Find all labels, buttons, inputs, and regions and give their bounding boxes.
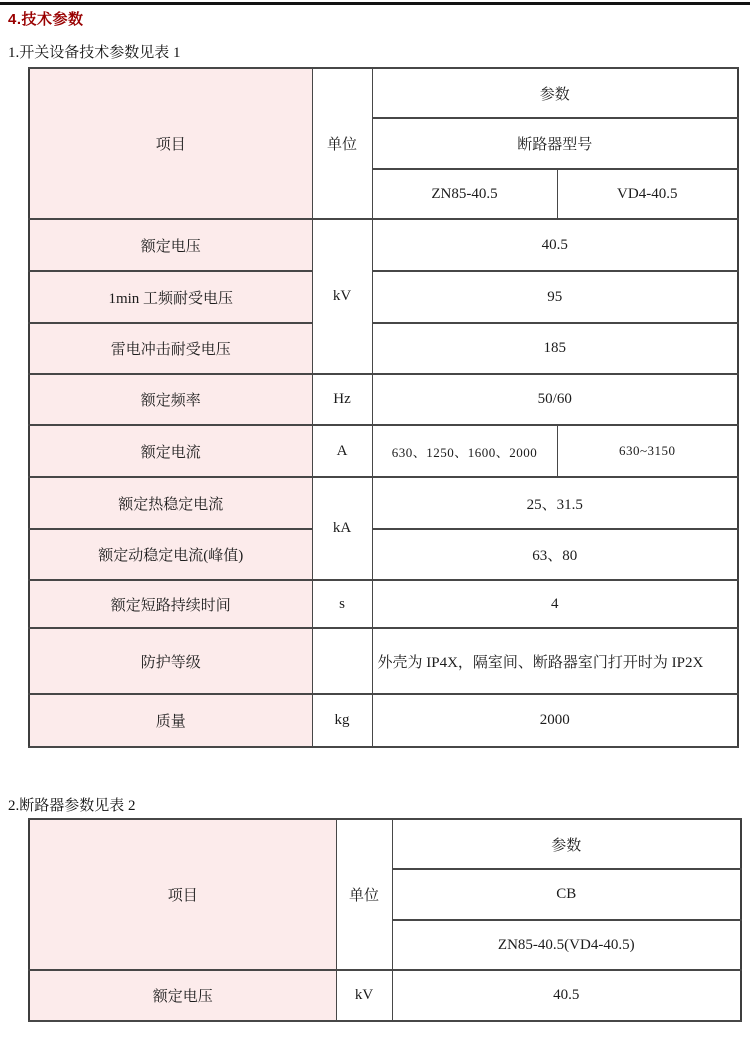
cell-value: 50/60 <box>372 374 738 425</box>
table-row <box>29 323 738 374</box>
table-row <box>29 219 738 271</box>
table2-caption: 2.断路器参数见表 2 <box>8 798 136 814</box>
cell-item-label: 额定频率 <box>29 374 312 425</box>
cell-item-label: 防护等级 <box>29 628 312 694</box>
cell-unit: Hz <box>312 374 372 425</box>
cell-item-label: 额定短路持续时间 <box>29 580 312 628</box>
table-row <box>29 970 741 1021</box>
section-heading: 4.技术参数 <box>8 11 84 28</box>
cell-value-vd4: 630~3150 <box>557 425 738 477</box>
top-divider-rule <box>0 2 750 5</box>
table-row <box>29 68 738 118</box>
header-cell-unit: 单位 <box>312 68 372 219</box>
cell-item-label: 额定电压 <box>29 970 336 1021</box>
table-row <box>29 374 738 425</box>
header-cell-model-vd4: VD4-40.5 <box>557 169 738 219</box>
cell-value-zn85: 630、1250、1600、2000 <box>372 425 557 477</box>
table-row <box>29 271 738 323</box>
circuit-breaker-parameters-table <box>28 818 742 1022</box>
table-row <box>29 628 738 694</box>
cell-value: 95 <box>372 271 738 323</box>
table1-caption: 1.开关设备技术参数见表 1 <box>8 45 181 61</box>
cell-unit: A <box>312 425 372 477</box>
cell-value: 外壳为 IP4X，隔室间、断路器室门打开时为 IP2X <box>372 628 738 694</box>
cell-unit: kA <box>312 477 372 580</box>
cell-value: 185 <box>372 323 738 374</box>
table-row <box>29 694 738 747</box>
table-row <box>29 425 738 477</box>
header-cell-unit: 单位 <box>336 819 392 970</box>
cell-item-label: 额定电流 <box>29 425 312 477</box>
header-cell-item: 项目 <box>29 819 336 970</box>
table-row <box>29 580 738 628</box>
cell-value: 63、80 <box>372 529 738 580</box>
header-cell-breaker-model: 断路器型号 <box>372 118 738 169</box>
cell-item-label: 质量 <box>29 694 312 747</box>
switchgear-parameters-table <box>28 67 739 748</box>
cell-unit: kg <box>312 694 372 747</box>
table-row <box>29 529 738 580</box>
header-cell-param: 参数 <box>392 819 741 869</box>
header-cell-param: 参数 <box>372 68 738 118</box>
cell-item-label: 额定热稳定电流 <box>29 477 312 529</box>
cell-item-label: 额定动稳定电流(峰值) <box>29 529 312 580</box>
cell-item-label: 额定电压 <box>29 219 312 271</box>
header-cell-item: 项目 <box>29 68 312 219</box>
cell-unit: s <box>312 580 372 628</box>
cell-value: 40.5 <box>372 219 738 271</box>
cell-value: 40.5 <box>392 970 741 1021</box>
cell-unit: kV <box>312 219 372 374</box>
cell-value: 4 <box>372 580 738 628</box>
cell-item-label: 雷电冲击耐受电压 <box>29 323 312 374</box>
header-cell-model-zn85: ZN85-40.5 <box>372 169 557 219</box>
header-cell-cb: CB <box>392 869 741 920</box>
header-cell-model: ZN85-40.5(VD4-40.5) <box>392 920 741 970</box>
table-row <box>29 477 738 529</box>
table-row <box>29 819 741 869</box>
cell-value: 2000 <box>372 694 738 747</box>
cell-unit <box>312 628 372 694</box>
cell-value: 25、31.5 <box>372 477 738 529</box>
cell-item-label: 1min 工频耐受电压 <box>29 271 312 323</box>
cell-unit: kV <box>336 970 392 1021</box>
